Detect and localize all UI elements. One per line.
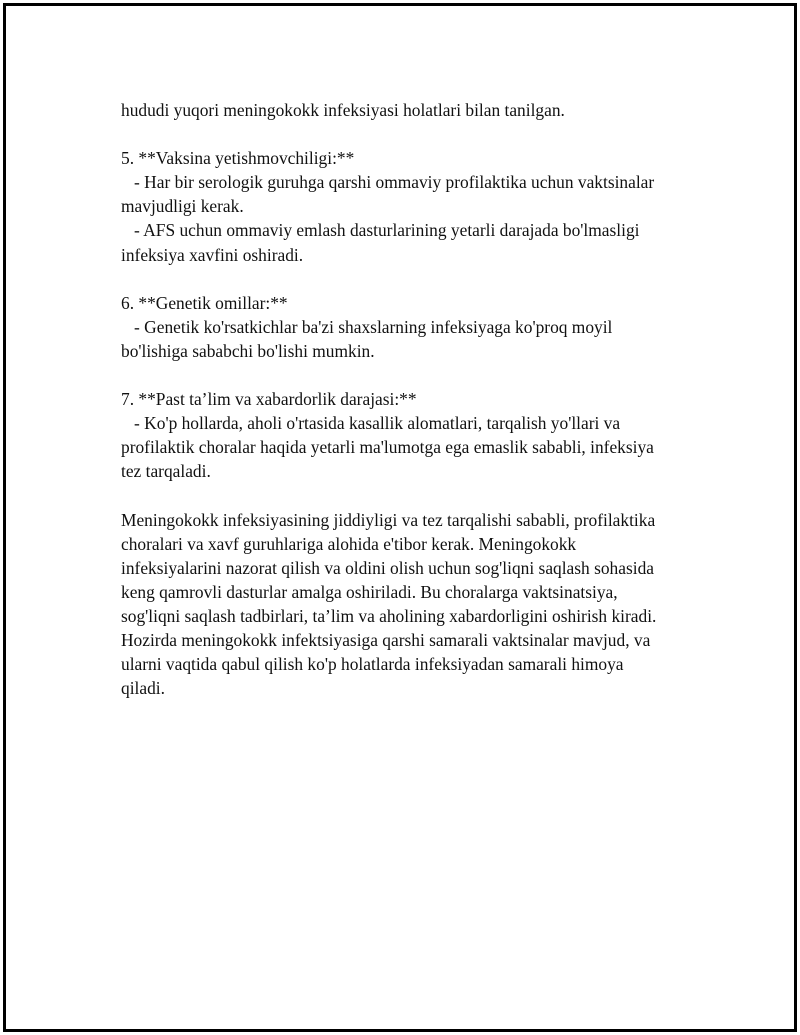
text-line: sog'liqni saqlash tadbirlari, ta’lim va aholining xabardorligini oshirish kiradi. [121,605,657,626]
text-line: - Ko'p hollarda, aholi o'rtasida kasallik alomatlari, tarqalish yo'llari va [121,413,621,434]
text-line: ularni vaqtida qabul qilish ko'p holatlarda infeksiyadan samarali himoya [121,654,624,675]
paragraph-gap [121,122,711,146]
paragraph-gap [121,363,711,387]
paragraph-continuation [121,98,711,122]
document-body [121,98,711,700]
page-frame [3,3,797,1032]
text-line: profilaktik choralar haqida yetarli ma'lumotga ega emaslik sababli, infeksiya [121,437,654,458]
text-line: infeksiyalarini nazorat qilish va oldini olish uchun sog'liqni saqlash sohasida [121,557,654,578]
text-line: bo'lishiga sababchi bo'lishi mumkin. [121,340,375,361]
text-line: - Har bir serologik guruhga qarshi ommaviy profilaktika uchun vaktsinalar [121,172,655,193]
paragraph-gap [121,484,711,508]
text-line: - AFS uchun ommaviy emlash dasturlarining yetarli darajada bo'lmasligi [121,220,640,241]
text-line: choralari va xavf guruhlariga alohida e'tibor kerak. Meningokokk [121,533,577,554]
section-heading: 5. **Vaksina yetishmovchiligi:** [121,148,355,169]
text-line: qiladi. [121,678,165,699]
section-talim [121,387,711,483]
text-line: tez tarqaladi. [121,461,211,482]
text-line: Meningokokk infeksiyasining jiddiyligi va tez tarqalishi sababli, profilaktika [121,509,656,530]
section-genetik [121,291,711,363]
text-line: infeksiya xavfini oshiradi. [121,244,304,265]
section-vaksina [121,146,711,266]
text-line: hududi yuqori meningokokk infeksiyasi holatlari bilan tanilgan. [121,100,565,120]
text-line: Hozirda meningokokk infektsiyasiga qarshi samarali vaktsinalar mavjud, va [121,630,651,651]
conclusion-paragraph [121,508,711,701]
text-line: keng qamrovli dasturlar amalga oshiriladi. Bu choralarga vaktsinatsiya, [121,581,618,602]
section-heading: 7. **Past ta’lim va xabardorlik darajasi:** [121,389,417,410]
paragraph-gap [121,267,711,291]
text-line: - Genetik ko'rsatkichlar ba'zi shaxslarning infeksiyaga ko'proq moyil [121,316,613,337]
text-line: mavjudligi kerak. [121,196,244,217]
section-heading: 6. **Genetik omillar:** [121,292,288,313]
